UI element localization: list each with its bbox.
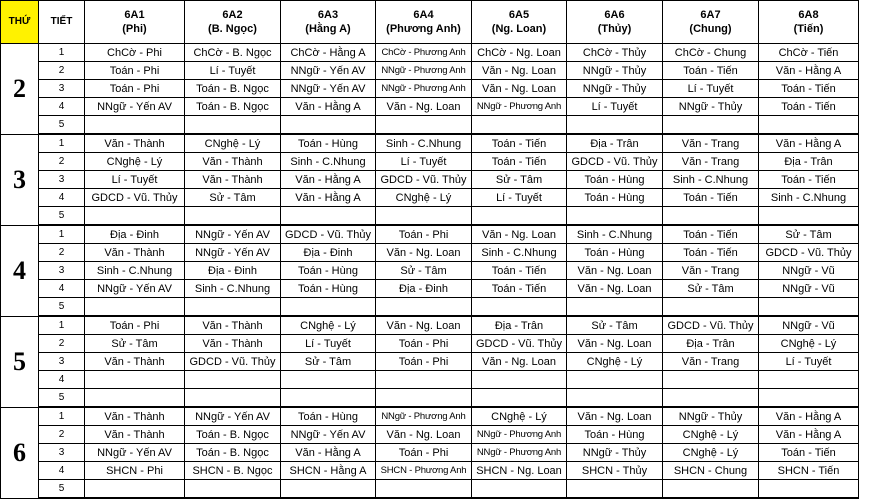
schedule-cell[interactable]: CNghệ - Lý: [281, 316, 376, 335]
schedule-cell[interactable]: [759, 371, 859, 389]
schedule-cell[interactable]: [472, 371, 567, 389]
schedule-cell[interactable]: Văn - Thành: [185, 153, 281, 171]
period-row: [1, 426, 859, 444]
schedule-cell[interactable]: Sinh - C.Nhung: [281, 153, 376, 171]
class-teacher: (Chung): [689, 23, 732, 35]
schedule-cell[interactable]: Văn - Hằng A: [281, 189, 376, 207]
schedule-cell[interactable]: Toán - Phi: [376, 225, 472, 244]
schedule-cell[interactable]: GDCD - Vũ. Thủy: [185, 353, 281, 371]
class-teacher: (B. Ngọc): [208, 23, 257, 35]
schedule-cell[interactable]: Toán - B. Ngọc: [185, 444, 281, 462]
period-row: [1, 207, 859, 226]
class-teacher: (Ng. Loan): [491, 23, 547, 35]
schedule-cell[interactable]: ChCờ - Thủy: [567, 44, 663, 62]
schedule-cell[interactable]: [376, 389, 472, 408]
schedule-cell[interactable]: Toán - Hùng: [281, 407, 376, 426]
schedule-cell[interactable]: [759, 389, 859, 408]
class-code: 6A1: [124, 9, 145, 21]
schedule-cell[interactable]: SHCN - Phương Anh: [376, 462, 472, 480]
schedule-cell[interactable]: SHCN - Phi: [85, 462, 185, 480]
period-number[interactable]: 4: [39, 189, 85, 207]
schedule-cell[interactable]: Văn - Ng. Loan: [567, 280, 663, 298]
schedule-cell[interactable]: CNghệ - Lý: [85, 153, 185, 171]
schedule-cell[interactable]: CNghệ - Lý: [472, 407, 567, 426]
schedule-cell[interactable]: SHCN - Chung: [663, 462, 759, 480]
schedule-cell[interactable]: NNgữ - Phương Anh: [472, 426, 567, 444]
period-number[interactable]: 2: [39, 62, 85, 80]
schedule-cell[interactable]: [85, 389, 185, 408]
schedule-cell[interactable]: Văn - Hằng A: [759, 62, 859, 80]
period-number[interactable]: 2: [39, 335, 85, 353]
schedule-cell[interactable]: [281, 371, 376, 389]
schedule-cell[interactable]: Văn - Hằng A: [281, 98, 376, 116]
schedule-cell[interactable]: Văn - Ng. Loan: [472, 225, 567, 244]
class-header: [567, 1, 663, 44]
schedule-cell[interactable]: Toán - Phi: [376, 444, 472, 462]
class-header: [472, 1, 567, 44]
schedule-cell[interactable]: CNghệ - Lý: [185, 134, 281, 153]
schedule-cell[interactable]: SHCN - B. Ngọc: [185, 462, 281, 480]
schedule-cell[interactable]: [376, 298, 472, 317]
schedule-cell[interactable]: NNgữ - Yến AV: [185, 244, 281, 262]
schedule-cell[interactable]: Lí - Tuyết: [185, 62, 281, 80]
period-row: [1, 353, 859, 371]
schedule-cell[interactable]: [185, 371, 281, 389]
period-number[interactable]: 4: [39, 371, 85, 389]
schedule-cell[interactable]: Toán - Tiến: [759, 444, 859, 462]
day-label: 6: [1, 407, 39, 498]
class-header: [85, 1, 185, 44]
period-row: [1, 480, 859, 499]
header-tiet: TIẾT: [39, 1, 85, 44]
schedule-cell[interactable]: ChCờ - B. Ngọc: [185, 44, 281, 62]
period-row: [1, 462, 859, 480]
schedule-cell[interactable]: Địa - Trân: [472, 316, 567, 335]
schedule-cell[interactable]: Địa - Đinh: [185, 262, 281, 280]
schedule-cell[interactable]: Toán - B. Ngọc: [185, 80, 281, 98]
schedule-cell[interactable]: Toán - Phi: [85, 316, 185, 335]
schedule-cell[interactable]: Toán - Tiến: [472, 134, 567, 153]
schedule-cell[interactable]: Toán - Phi: [85, 62, 185, 80]
schedule-cell[interactable]: Toán - Tiến: [472, 262, 567, 280]
schedule-cell[interactable]: Lí - Tuyết: [281, 335, 376, 353]
schedule-cell[interactable]: [85, 116, 185, 135]
period-number[interactable]: 2: [39, 426, 85, 444]
class-teacher: (Thủy): [597, 23, 632, 35]
schedule-cell[interactable]: Văn - Ng. Loan: [376, 426, 472, 444]
schedule-cell[interactable]: [567, 389, 663, 408]
schedule-cell[interactable]: Sinh - C.Nhung: [85, 262, 185, 280]
schedule-cell[interactable]: Văn - Hằng A: [759, 134, 859, 153]
schedule-cell[interactable]: Văn - Ng. Loan: [567, 262, 663, 280]
schedule-cell[interactable]: ChCờ - Phương Anh: [376, 44, 472, 62]
day-label: 5: [1, 316, 39, 407]
day-label: 4: [1, 225, 39, 316]
period-row: [1, 244, 859, 262]
period-number[interactable]: 3: [39, 262, 85, 280]
class-header: [376, 1, 472, 44]
period-row: [1, 225, 859, 244]
schedule-cell[interactable]: [185, 207, 281, 226]
schedule-cell[interactable]: [567, 298, 663, 317]
schedule-cell[interactable]: Văn - Trang: [663, 134, 759, 153]
schedule-cell[interactable]: Toán - Tiến: [663, 189, 759, 207]
schedule-cell[interactable]: CNghệ - Lý: [376, 189, 472, 207]
period-number[interactable]: 3: [39, 353, 85, 371]
schedule-cell[interactable]: [472, 480, 567, 499]
schedule-cell[interactable]: Sinh - C.Nhung: [759, 189, 859, 207]
schedule-cell[interactable]: Sử - Tâm: [185, 189, 281, 207]
schedule-cell[interactable]: Sinh - C.Nhung: [472, 244, 567, 262]
schedule-cell[interactable]: Lí - Tuyết: [567, 98, 663, 116]
period-number[interactable]: 5: [39, 298, 85, 317]
schedule-cell[interactable]: Địa - Đinh: [376, 280, 472, 298]
schedule-cell[interactable]: Toán - Hùng: [567, 189, 663, 207]
schedule-cell[interactable]: Địa - Trân: [663, 335, 759, 353]
period-row: [1, 44, 859, 62]
schedule-cell[interactable]: Văn - Ng. Loan: [376, 98, 472, 116]
schedule-cell[interactable]: NNgữ - Yến AV: [281, 62, 376, 80]
schedule-cell[interactable]: [281, 298, 376, 317]
schedule-cell[interactable]: Toán - Hùng: [281, 280, 376, 298]
schedule-cell[interactable]: Văn - Ng. Loan: [376, 316, 472, 335]
schedule-cell[interactable]: GDCD - Vũ. Thủy: [472, 335, 567, 353]
schedule-cell[interactable]: [281, 116, 376, 135]
schedule-cell[interactable]: [759, 207, 859, 226]
schedule-cell[interactable]: [567, 207, 663, 226]
schedule-cell[interactable]: Toán - Tiến: [759, 98, 859, 116]
schedule-cell[interactable]: Văn - Thành: [85, 134, 185, 153]
schedule-cell[interactable]: Văn - Ng. Loan: [472, 62, 567, 80]
schedule-cell[interactable]: [759, 298, 859, 317]
schedule-cell[interactable]: [376, 371, 472, 389]
schedule-cell[interactable]: NNgữ - Phương Anh: [376, 407, 472, 426]
schedule-cell[interactable]: Văn - Trang: [663, 153, 759, 171]
class-teacher: (Phương Anh): [386, 23, 461, 35]
period-number[interactable]: 4: [39, 98, 85, 116]
period-row: [1, 262, 859, 280]
schedule-cell[interactable]: [472, 389, 567, 408]
schedule-cell[interactable]: ChCờ - Phi: [85, 44, 185, 62]
class-header: [663, 1, 759, 44]
schedule-cell[interactable]: Văn - Thành: [85, 426, 185, 444]
schedule-cell[interactable]: Sinh - C.Nhung: [185, 280, 281, 298]
period-number[interactable]: 3: [39, 444, 85, 462]
period-row: [1, 116, 859, 135]
schedule-cell[interactable]: Toán - Tiến: [759, 171, 859, 189]
period-number[interactable]: 5: [39, 389, 85, 408]
schedule-cell[interactable]: Văn - Hằng A: [281, 171, 376, 189]
class-header: [185, 1, 281, 44]
schedule-cell[interactable]: Văn - Hằng A: [759, 426, 859, 444]
class-teacher: (Hằng A): [305, 23, 351, 35]
schedule-cell[interactable]: Văn - Ng. Loan: [376, 244, 472, 262]
schedule-cell[interactable]: GDCD - Vũ. Thủy: [663, 316, 759, 335]
schedule-cell[interactable]: Toán - Tiến: [663, 62, 759, 80]
header-row: [1, 1, 859, 44]
schedule-cell[interactable]: ChCờ - Hằng A: [281, 44, 376, 62]
period-number[interactable]: 4: [39, 280, 85, 298]
schedule-cell[interactable]: Toán - Hùng: [567, 171, 663, 189]
class-code: 6A4: [413, 9, 434, 21]
schedule-cell[interactable]: Sử - Tâm: [281, 353, 376, 371]
schedule-cell[interactable]: NNgữ - Thủy: [567, 62, 663, 80]
period-number[interactable]: 3: [39, 80, 85, 98]
schedule-cell[interactable]: NNgữ - Phương Anh: [376, 62, 472, 80]
schedule-cell[interactable]: [85, 371, 185, 389]
class-teacher: (Phi): [122, 23, 147, 35]
schedule-cell[interactable]: Sinh - C.Nhung: [376, 134, 472, 153]
schedule-cell[interactable]: Toán - Tiến: [663, 244, 759, 262]
schedule-cell[interactable]: Văn - Ng. Loan: [567, 407, 663, 426]
schedule-cell[interactable]: NNgữ - Yến AV: [85, 98, 185, 116]
schedule-cell[interactable]: Văn - Ng. Loan: [567, 335, 663, 353]
schedule-cell[interactable]: Sinh - C.Nhung: [567, 225, 663, 244]
schedule-cell[interactable]: Sinh - C.Nhung: [663, 171, 759, 189]
class-header: [281, 1, 376, 44]
schedule-cell[interactable]: Văn - Ng. Loan: [472, 353, 567, 371]
schedule-cell[interactable]: Văn - Trang: [663, 353, 759, 371]
schedule-cell[interactable]: [185, 298, 281, 317]
schedule-cell[interactable]: [281, 389, 376, 408]
schedule-cell[interactable]: [663, 371, 759, 389]
schedule-cell[interactable]: [663, 207, 759, 226]
period-number[interactable]: 2: [39, 153, 85, 171]
schedule-cell[interactable]: NNgữ - Phương Anh: [472, 98, 567, 116]
schedule-cell[interactable]: [185, 480, 281, 499]
schedule-cell[interactable]: Lí - Tuyết: [663, 80, 759, 98]
schedule-cell[interactable]: CNghệ - Lý: [759, 335, 859, 353]
schedule-cell[interactable]: Toán - Hùng: [567, 426, 663, 444]
period-number[interactable]: 3: [39, 171, 85, 189]
schedule-cell[interactable]: Toán - B. Ngọc: [185, 426, 281, 444]
schedule-cell[interactable]: Toán - Tiến: [663, 225, 759, 244]
schedule-cell[interactable]: Văn - Thành: [185, 316, 281, 335]
period-row: [1, 171, 859, 189]
period-row: [1, 134, 859, 153]
schedule-cell[interactable]: Văn - Thành: [185, 335, 281, 353]
schedule-cell[interactable]: [663, 480, 759, 499]
schedule-cell[interactable]: [567, 480, 663, 499]
schedule-cell[interactable]: [472, 298, 567, 317]
schedule-cell[interactable]: SHCN - Hằng A: [281, 462, 376, 480]
schedule-cell[interactable]: Lí - Tuyết: [376, 153, 472, 171]
schedule-cell[interactable]: [663, 389, 759, 408]
schedule-cell[interactable]: Địa - Trân: [759, 153, 859, 171]
schedule-cell[interactable]: CNghệ - Lý: [567, 353, 663, 371]
schedule-cell[interactable]: Văn - Thành: [85, 244, 185, 262]
period-row: [1, 316, 859, 335]
schedule-cell[interactable]: NNgữ - Thủy: [663, 98, 759, 116]
schedule-cell[interactable]: Văn - Thành: [85, 407, 185, 426]
header-thu: THỨ: [1, 1, 39, 44]
schedule-cell[interactable]: [376, 207, 472, 226]
schedule-cell[interactable]: Toán - Phi: [376, 353, 472, 371]
schedule-cell[interactable]: SHCN - Ng. Loan: [472, 462, 567, 480]
schedule-cell[interactable]: Sử - Tâm: [663, 280, 759, 298]
schedule-cell[interactable]: [85, 480, 185, 499]
schedule-cell[interactable]: NNgữ - Yến AV: [281, 80, 376, 98]
schedule-cell[interactable]: Sử - Tâm: [376, 262, 472, 280]
schedule-cell[interactable]: NNgữ - Yến AV: [85, 444, 185, 462]
schedule-cell[interactable]: NNgữ - Yến AV: [85, 280, 185, 298]
schedule-cell[interactable]: NNgữ - Vũ: [759, 262, 859, 280]
day-label: 2: [1, 44, 39, 135]
schedule-cell[interactable]: [85, 298, 185, 317]
schedule-cell[interactable]: NNgữ - Thủy: [663, 407, 759, 426]
period-row: [1, 153, 859, 171]
period-number[interactable]: 1: [39, 44, 85, 62]
class-teacher: (Tiến): [793, 23, 824, 35]
schedule-cell[interactable]: [85, 207, 185, 226]
period-number[interactable]: 2: [39, 244, 85, 262]
schedule-cell[interactable]: Lí - Tuyết: [472, 189, 567, 207]
schedule-cell[interactable]: Sử - Tâm: [472, 171, 567, 189]
schedule-cell[interactable]: Toán - Tiến: [472, 280, 567, 298]
schedule-cell[interactable]: GDCD - Vũ. Thủy: [85, 189, 185, 207]
schedule-cell[interactable]: [185, 389, 281, 408]
period-number[interactable]: 1: [39, 407, 85, 426]
schedule-cell[interactable]: ChCờ - Tiến: [759, 44, 859, 62]
schedule-cell[interactable]: [663, 116, 759, 135]
schedule-cell[interactable]: [472, 116, 567, 135]
schedule-cell[interactable]: GDCD - Vũ. Thủy: [759, 244, 859, 262]
period-row: [1, 407, 859, 426]
class-code: 6A5: [508, 9, 530, 21]
schedule-cell[interactable]: [663, 298, 759, 317]
class-header: [759, 1, 859, 44]
class-code: 6A2: [222, 9, 243, 21]
schedule-cell[interactable]: Toán - Phi: [376, 335, 472, 353]
schedule-cell[interactable]: NNgữ - Thủy: [567, 444, 663, 462]
period-row: [1, 62, 859, 80]
period-number[interactable]: 5: [39, 207, 85, 226]
schedule-cell[interactable]: [567, 371, 663, 389]
schedule-cell[interactable]: GDCD - Vũ. Thủy: [376, 171, 472, 189]
period-number[interactable]: 5: [39, 480, 85, 499]
schedule-cell[interactable]: GDCD - Vũ. Thủy: [567, 153, 663, 171]
schedule-cell[interactable]: Toán - B. Ngọc: [185, 98, 281, 116]
schedule-cell[interactable]: Văn - Hằng A: [759, 407, 859, 426]
schedule-cell[interactable]: NNgữ - Vũ: [759, 316, 859, 335]
schedule-cell[interactable]: NNgữ - Phương Anh: [472, 444, 567, 462]
schedule-cell[interactable]: NNgữ - Vũ: [759, 280, 859, 298]
period-row: [1, 371, 859, 389]
schedule-cell[interactable]: Sử - Tâm: [759, 225, 859, 244]
schedule-cell[interactable]: Văn - Thành: [85, 353, 185, 371]
period-row: [1, 389, 859, 408]
schedule-cell[interactable]: [376, 480, 472, 499]
schedule-cell[interactable]: Toán - Hùng: [567, 244, 663, 262]
schedule-cell[interactable]: [376, 116, 472, 135]
schedule-cell[interactable]: Địa - Trân: [567, 134, 663, 153]
period-number[interactable]: 1: [39, 134, 85, 153]
class-code: 6A3: [317, 9, 339, 21]
schedule-cell[interactable]: Sử - Tâm: [85, 335, 185, 353]
schedule-cell[interactable]: NNgữ - Yến AV: [185, 407, 281, 426]
period-row: [1, 98, 859, 116]
schedule-cell[interactable]: NNgữ - Thủy: [567, 80, 663, 98]
schedule-cell[interactable]: [281, 207, 376, 226]
schedule-cell[interactable]: NNgữ - Phương Anh: [376, 80, 472, 98]
period-row: [1, 189, 859, 207]
schedule-cell[interactable]: [759, 480, 859, 499]
schedule-cell[interactable]: [185, 116, 281, 135]
schedule-cell[interactable]: Lí - Tuyết: [85, 171, 185, 189]
schedule-cell[interactable]: Toán - Hùng: [281, 262, 376, 280]
schedule-cell[interactable]: ChCờ - Ng. Loan: [472, 44, 567, 62]
schedule-cell[interactable]: Lí - Tuyết: [759, 353, 859, 371]
day-label: 3: [1, 134, 39, 225]
schedule-cell[interactable]: Văn - Hằng A: [281, 444, 376, 462]
class-code: 6A7: [700, 9, 721, 21]
period-number[interactable]: 1: [39, 316, 85, 335]
period-number[interactable]: 4: [39, 462, 85, 480]
schedule-cell[interactable]: GDCD - Vũ. Thủy: [281, 225, 376, 244]
schedule-cell[interactable]: Địa - Đinh: [85, 225, 185, 244]
schedule-cell[interactable]: Sử - Tâm: [567, 316, 663, 335]
period-row: [1, 280, 859, 298]
schedule-cell[interactable]: Văn - Ng. Loan: [472, 80, 567, 98]
period-number[interactable]: 1: [39, 225, 85, 244]
schedule-cell[interactable]: Địa - Đinh: [281, 244, 376, 262]
schedule-cell[interactable]: SHCN - Thủy: [567, 462, 663, 480]
period-row: [1, 444, 859, 462]
period-row: [1, 335, 859, 353]
schedule-cell[interactable]: ChCờ - Chung: [663, 44, 759, 62]
schedule-cell[interactable]: CNghệ - Lý: [663, 426, 759, 444]
schedule-cell[interactable]: Văn - Thành: [185, 171, 281, 189]
class-code: 6A8: [798, 9, 819, 21]
schedule-cell[interactable]: Toán - Tiến: [472, 153, 567, 171]
schedule-cell[interactable]: [472, 207, 567, 226]
schedule-cell[interactable]: Văn - Trang: [663, 262, 759, 280]
schedule-cell[interactable]: NNgữ - Yến AV: [185, 225, 281, 244]
schedule-cell[interactable]: Toán - Tiến: [759, 80, 859, 98]
schedule-cell[interactable]: SHCN - Tiến: [759, 462, 859, 480]
period-number[interactable]: 5: [39, 116, 85, 135]
schedule-cell[interactable]: [281, 480, 376, 499]
period-row: [1, 80, 859, 98]
schedule-cell[interactable]: [567, 116, 663, 135]
schedule-cell[interactable]: NNgữ - Yến AV: [281, 426, 376, 444]
period-row: [1, 298, 859, 317]
schedule-cell[interactable]: CNghệ - Lý: [663, 444, 759, 462]
schedule-cell[interactable]: [759, 116, 859, 135]
class-code: 6A6: [604, 9, 625, 21]
schedule-cell[interactable]: Toán - Phi: [85, 80, 185, 98]
schedule-cell[interactable]: Toán - Hùng: [281, 134, 376, 153]
